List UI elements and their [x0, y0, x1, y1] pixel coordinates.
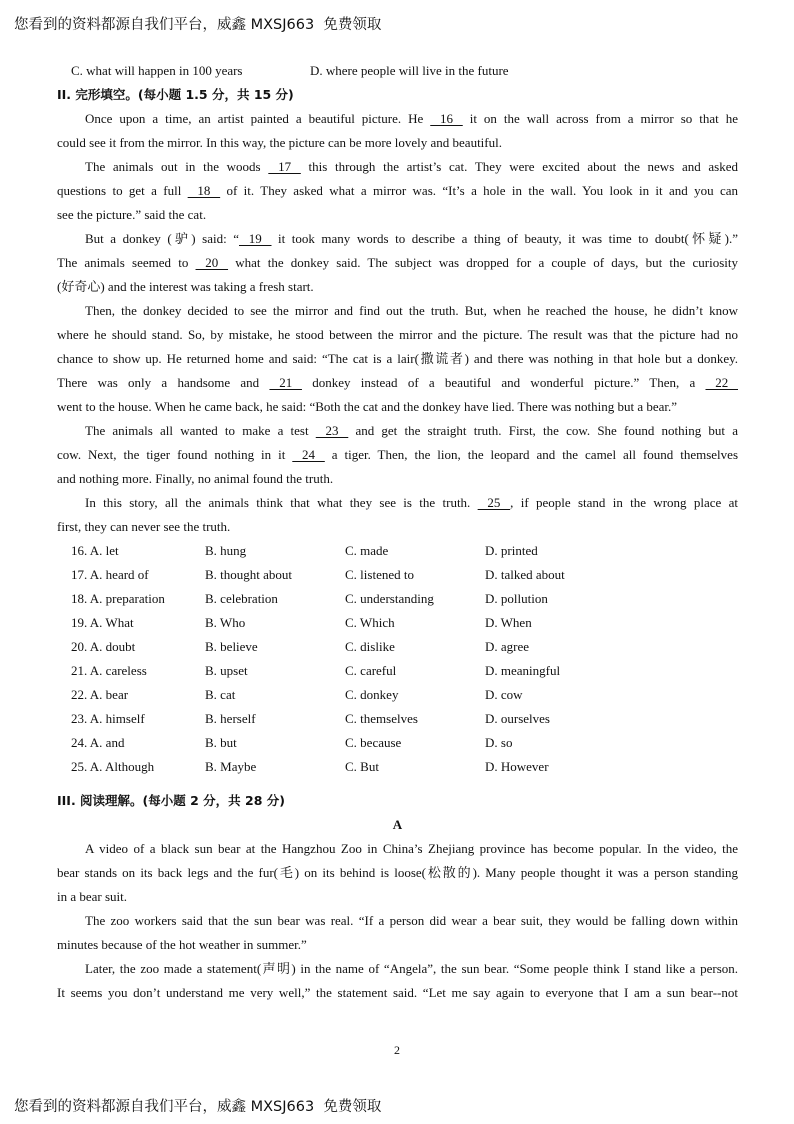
option-d: D. cow: [485, 687, 523, 702]
passage-line: minutes because of the hot weather in summer.”: [57, 937, 307, 952]
cloze-text: what the donkey said. The subject was dropped for a couple of days, but the curiosity: [228, 255, 738, 270]
cloze-text: There was only a handsome and: [57, 375, 270, 390]
option-a: 19. A. What: [71, 615, 134, 630]
cloze-line: [57, 347, 738, 371]
cloze-text: where he should stand. So, by mistake, he stood between the mirror and the picture. The result was that the picture had no: [57, 327, 738, 342]
cloze-line: [57, 419, 738, 443]
cloze-text: chance to show up. He returned home and said: “The cat is a lair(撒谎者) and there was nothing in that hole but a donkey.: [57, 351, 738, 366]
cloze-line: [57, 179, 738, 203]
passage-line: The zoo workers said that the sun bear was real. “If a person did wear a bear suit, they would be falling down within: [85, 913, 738, 928]
option-a: 24. A. and: [71, 735, 125, 750]
option-a: 25. A. Although: [71, 759, 155, 774]
blank-18: 18: [187, 183, 221, 198]
option-b: B. hung: [205, 543, 247, 558]
option-d: D. pollution: [485, 591, 548, 606]
option-c: C. because: [345, 735, 402, 750]
option-c: C. careful: [345, 663, 397, 678]
watermark-bottom: 您看到的资料都源自我们平台，威鑫 MXSJ663 免费领取: [14, 1099, 382, 1115]
option-d: D. printed: [485, 543, 538, 558]
option-row: [57, 659, 738, 683]
section2-title: II. 完形填空。(每小题 1.5 分，共 15 分): [57, 87, 294, 102]
option-row: [57, 683, 738, 707]
passage-line: A video of a black sun bear at the Hangzhou Zoo in China’s Zhejiang province has become popular. In the video, the: [85, 841, 738, 856]
option-d: D. ourselves: [485, 711, 550, 726]
watermark-top: 您看到的资料都源自我们平台，威鑫 MXSJ663 免费领取: [14, 17, 382, 33]
option-a: 18. A. preparation: [71, 591, 165, 606]
cloze-text: could see it from the mirror. In this way, the picture can be more lovely and beautiful.: [57, 135, 502, 150]
cloze-text: But a donkey (驴) said: “: [85, 231, 239, 246]
passage-line: Later, the zoo made a statement(声明) in the name of “Angela”, the sun bear. “Some people think I stand like a person.: [85, 961, 738, 976]
cloze-text: this through the artist’s cat. They were excited about the news and asked: [300, 159, 738, 174]
option-c: C. Which: [345, 615, 395, 630]
cloze-text: cow. Next, the tiger found nothing in it: [57, 447, 293, 462]
cloze-text: it on the wall across from a mirror so that he: [462, 111, 738, 126]
cloze-text: , if people stand in the wrong place at: [510, 495, 738, 510]
option-c: C. But: [345, 759, 379, 774]
option-c: C. donkey: [345, 687, 399, 702]
option-c: C. listened to: [345, 567, 414, 582]
cloze-text: see the picture.” said the cat.: [57, 207, 207, 222]
option-c: C. dislike: [345, 639, 395, 654]
option-d: D. talked about: [485, 567, 565, 582]
option-row: [57, 563, 738, 587]
cloze-text: The animals out in the woods: [85, 159, 269, 174]
cloze-line: [57, 203, 738, 227]
cloze-passage: [57, 107, 738, 539]
blank-22: 22: [705, 375, 738, 390]
option-a: 23. A. himself: [71, 711, 145, 726]
option-row: [57, 587, 738, 611]
option-b: B. Who: [205, 615, 246, 630]
cloze-text: a tiger. Then, the lion, the leopard and the camel all found themselves: [324, 447, 739, 462]
cloze-line: [57, 467, 738, 491]
cloze-line: [57, 371, 738, 395]
cloze-text: Once upon a time, an artist painted a beautiful picture. He: [85, 111, 431, 126]
cloze-line: [57, 443, 738, 467]
option-d: D. meaningful: [485, 663, 561, 678]
cloze-options: [57, 539, 738, 779]
option-b: B. believe: [205, 639, 258, 654]
cloze-text: The animals seemed to: [57, 255, 196, 270]
blank-17: 17: [268, 159, 301, 174]
option-b: B. celebration: [205, 591, 278, 606]
cloze-text: it took many words to describe a thing of beauty, it was time to doubt(怀疑).”: [271, 231, 738, 246]
reading-passage-a: [57, 837, 738, 1005]
option-row: [57, 731, 738, 755]
option-d: D. When: [485, 615, 532, 630]
cloze-line: [57, 395, 738, 419]
prev-option-c: C. what will happen in 100 years: [71, 63, 243, 78]
cloze-line: [57, 491, 738, 515]
prev-options-row: [57, 59, 738, 83]
cloze-text: donkey instead of a beautiful and wonderful picture.” Then, a: [301, 375, 706, 390]
blank-21: 21: [269, 375, 302, 390]
option-a: 21. A. careless: [71, 663, 147, 678]
cloze-line: [57, 155, 738, 179]
cloze-line: [57, 275, 738, 299]
section3-title: III. 阅读理解。(每小题 2 分，共 28 分): [57, 793, 285, 808]
passage-line: It seems you don’t understand me very well,” the statement said. “Let me say again to everyone that I am a sun bear--not: [57, 985, 738, 1000]
option-a: 20. A. doubt: [71, 639, 136, 654]
option-a: 22. A. bear: [71, 687, 129, 702]
blank-24: 24: [292, 447, 325, 462]
cloze-line: [57, 299, 738, 323]
option-b: B. but: [205, 735, 237, 750]
option-c: C. themselves: [345, 711, 418, 726]
option-b: B. upset: [205, 663, 248, 678]
option-row: [57, 707, 738, 731]
option-a: 16. A. let: [71, 543, 119, 558]
option-b: B. thought about: [205, 567, 293, 582]
cloze-text: The animals all wanted to make a test: [85, 423, 316, 438]
option-b: B. herself: [205, 711, 256, 726]
cloze-text: questions to get a full: [57, 183, 188, 198]
option-b: B. Maybe: [205, 759, 257, 774]
option-c: C. understanding: [345, 591, 434, 606]
cloze-text: and nothing more. Finally, no animal found the truth.: [57, 471, 334, 486]
prev-option-d: D. where people will live in the future: [310, 63, 509, 78]
option-d: D. agree: [485, 639, 530, 654]
page-number: 2: [394, 1043, 400, 1057]
cloze-text: and get the straight truth. First, the cow. She found nothing but a: [348, 423, 738, 438]
option-row: [57, 611, 738, 635]
cloze-text: went to the house. When he came back, he said: “Both the cat and the donkey have lied. There was nothing but a bear.”: [57, 399, 678, 414]
blank-16: 16: [430, 111, 463, 126]
cloze-text: of it. They asked what a mirror was. “It’s a hole in the wall. You look in it and you can: [220, 183, 738, 198]
cloze-line: [57, 131, 738, 155]
option-d: D. so: [485, 735, 513, 750]
cloze-text: first, they can never see the truth.: [57, 519, 231, 534]
cloze-line: [57, 227, 738, 251]
blank-23: 23: [315, 423, 349, 438]
option-c: C. made: [345, 543, 389, 558]
blank-20: 20: [195, 255, 229, 270]
cloze-text: (好奇心) and the interest was taking a fresh start.: [57, 279, 314, 294]
option-row: [57, 755, 738, 779]
option-row: [57, 635, 738, 659]
option-row: [57, 539, 738, 563]
passage-label: A: [392, 817, 403, 832]
blank-19: 19: [239, 231, 272, 246]
option-d: D. However: [485, 759, 549, 774]
cloze-line: [57, 251, 738, 275]
cloze-line: [57, 107, 738, 131]
passage-line: in a bear suit.: [57, 889, 128, 904]
option-a: 17. A. heard of: [71, 567, 149, 582]
blank-25: 25: [477, 495, 511, 510]
cloze-line: [57, 515, 738, 539]
option-b: B. cat: [205, 687, 236, 702]
cloze-text: In this story, all the animals think that what they see is the truth.: [85, 495, 478, 510]
page-content: [57, 59, 738, 1005]
cloze-text: Then, the donkey decided to see the mirror and find out the truth. But, when he reached the house, he didn’t know: [85, 303, 738, 318]
cloze-line: [57, 323, 738, 347]
passage-line: bear stands on its back legs and the fur(毛) on its behind is loose(松散的). Many people thought it was a person standing: [57, 865, 738, 880]
